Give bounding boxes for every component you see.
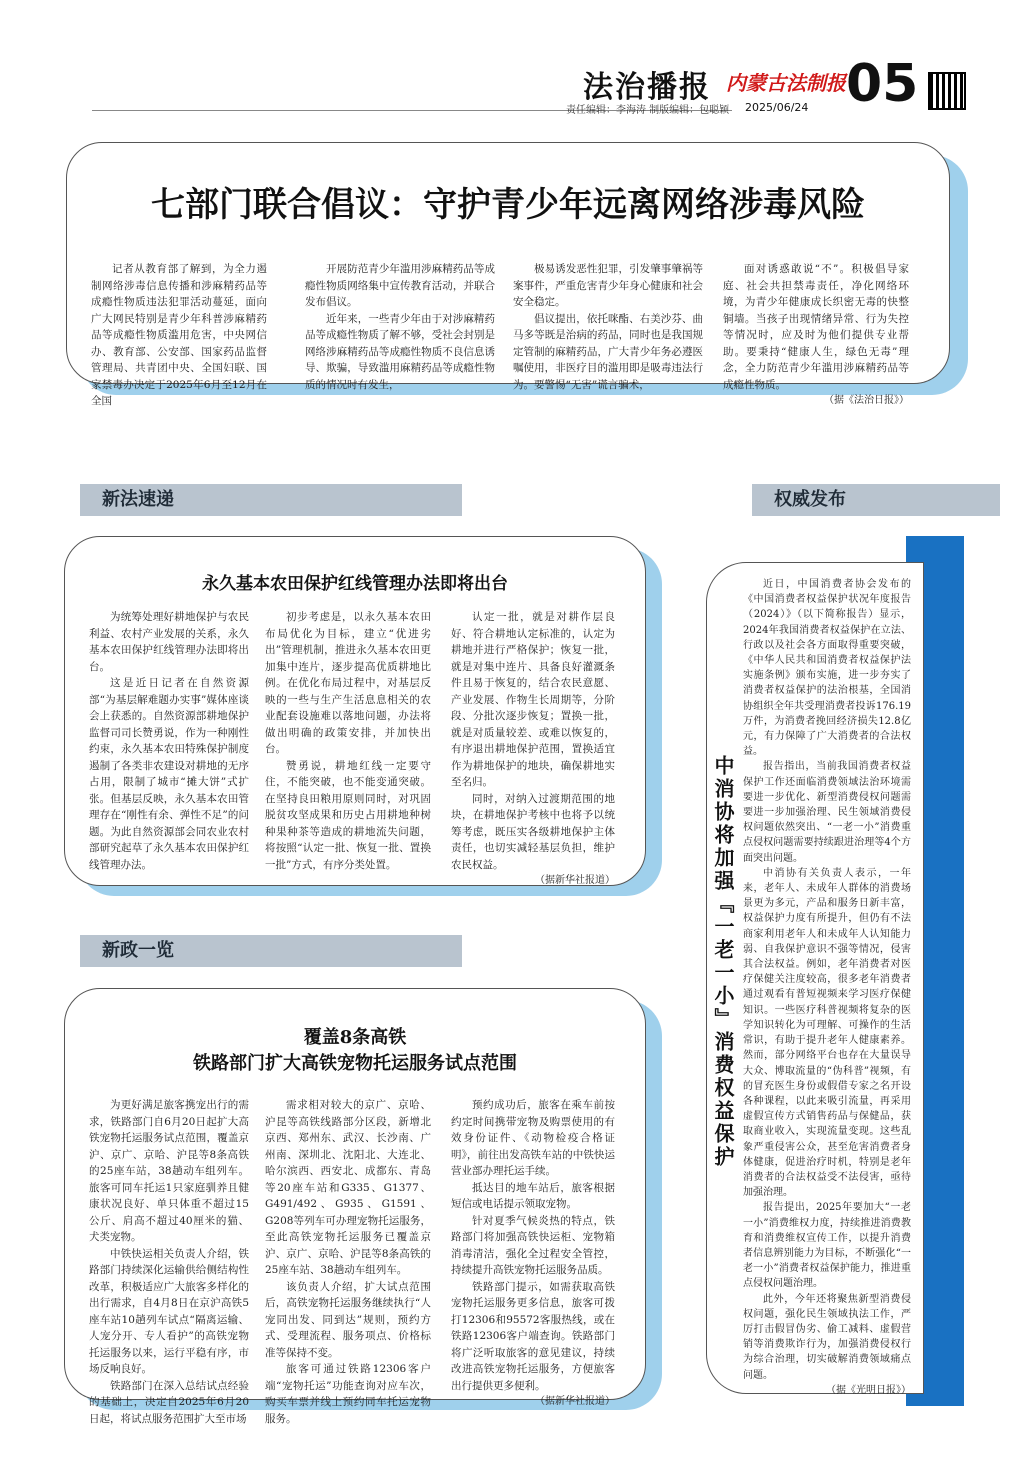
farmland-col-3: 认定一批，就是对耕作层良好、符合耕地认定标准的，认定为耕地并进行严格保护；恢复一批，就是对集中连片、具备良好灌溉条件且易于恢复的，结合农民意愿、产业发展、作物生长周期等，分阶段、分批次逐步恢复；置换一批，就是对质量较差、或难以恢复的，有序退出耕地保护范围，置换适宜作为耕地保护的地块，确保耕地实至名归。 同时，对纳入过渡期范围的地块，在耕地保护考核中也将予以统筹考虑，既压实各级耕地保护主体责任，也切实减轻基层负担，维护农民权益。 （据新华社报道） (451, 609, 615, 890)
paragraph: 该负责人介绍，扩大试点范围后，高铁宠物托运服务继续执行“人宠同出发、同到达”规则，预约方式、受理流程、服务项点、价格标准等保持不变。 (265, 1280, 431, 1359)
farmland-col-1: 为统筹处理好耕地保护与农民利益、农村产业发展的关系，永久基本农田保护红线管理办法即将出台。 这是近日记者在自然资源部“为基层解难题办实事”媒体座谈会上获悉的。自然资源部耕地保护监督司司长赞勇说，作为一种刚性约束，永久基本农田特殊保护制度遏制了各类非农建设对耕地的无序占用，限制了城市“摊大饼”式扩张。但基层反映，永久基本农田管理存在“刚性有余、弹性不足”的问题。为此自然资源部会同农业农村部研究起草了永久基本农田保护红线管理办法。 (89, 609, 249, 873)
paragraph: 中消协有关负责人表示，一年来，老年人、未成年人群体的消费场景更为多元，产品和服务日新丰富，权益保护力度有所提升，但仍有不法商家利用老年人和未成年人认知能力弱、自我保护意识不强等情况，侵害其合法权益。例如，老年消费者对医疗保健关注度较高，很多老年消费者通过观看有普短视频来学习医疗保健知识。一些医疗科普视频将复杂的医学知识转化为可理解、可操作的生活常识，有助于提升老年人健康素养。然而，部分网络平台也存在大量误导大众、博取流量的“伪科普”视频，有的冒充医生身份或假借专家之名开设各种课程，以此来吸引流量，再采用虚假宣传方式销售药品与保健品，获取商业收入，实现流量变现。这些乱象严重侵害公众，甚至危害消费者身体健康，促进治疗时机，特别是老年消费者的合法权益受不法侵害，亟待加强治理。 (743, 867, 911, 1199)
rail-col-3: 预约成功后，旅客在乘车前按约定时间携带宠物及购票使用的有效身份证件、《动物检疫合格证明》，前往出发高铁车站的中铁快运营业部办理托运手续。 抵达目的地车站后，旅客根据短信或电话提示领取宠物。 针对夏季气候炎热的特点，铁路部门将加强高铁快运柜、宠物箱消毒清洁，强化全过程安全管控，持续提升高铁宠物托运服务品质。 铁路部门提示，如需获取高铁宠物托运服务更多信息，旅客可拨打12306和95572客服热线，或在铁路12306客户端查询。铁路部门将广泛听取旅客的意见建议，持续改进高铁宠物托运服务，方便旅客出行提供更多便利。 （据新华社报道） (451, 1097, 615, 1411)
page-number: 05 (846, 54, 919, 114)
paragraph: 此外，今年还将聚焦新型消费侵权问题，强化民生领域执法工作，严厉打击假冒伪劣、偷工减料、虚假营销等消费欺诈行为，加强消费侵权行为综合治理，切实破解消费领域痛点问题。 (743, 1293, 911, 1381)
paragraph: 针对夏季气候炎热的特点，铁路部门将加强高铁快运柜、宠物箱消毒清洁，强化全过程安全管控，持续提升高铁宠物托运服务品质。 (451, 1214, 615, 1276)
paragraph: 中铁快运相关负责人介绍，铁路部门持续深化运输供给侧结构性改革，积极适应广大旅客多样化的出行需求，自4月8日在京沪高铁5座车站10趟列车试点“隔离运输、人宠分开、专人看护”的高铁宠物托运服务以来，运行平稳有序，市场反响良好。 (89, 1247, 249, 1375)
lead-col-3: 极易诱发恶性犯罪，引发肇事肇祸等案事件，严重危害青少年身心健康和社会安全稳定。 倡议提出，依托咪酯、右美沙芬、曲马多等既是治病的药品，同时也是我国规定管制的麻精药品，广大青少年务必遵医嘱使用，非医疗目的滥用即是吸毒违法行为。要警惕“无害”谎言骗术， (513, 261, 703, 393)
lead-headline: 七部门联合倡议：守护青少年远离网络涉毒风险 (151, 185, 865, 225)
lead-source: （据《法治日报》） (824, 395, 909, 406)
paragraph: 抵达目的地车站后，旅客根据短信或电话提示领取宠物。 (451, 1181, 615, 1210)
paragraph: 铁路部门提示，如需获取高铁宠物托运服务更多信息，旅客可拨打12306和95572客服热线，或在铁路12306客户端查询。铁路部门将广泛听取旅客的意见建议，持续改进高铁宠物托运服务，方便旅客出行提供更多便利。 (451, 1280, 615, 1392)
section-label-new-policy: 新政一览 (66, 935, 462, 967)
rail-headline-1: 覆盖8条高铁 (303, 1027, 407, 1048)
farmland-source: （据新华社报道） (535, 875, 615, 886)
rail-col-2: 需求相对较大的京广、京哈、沪昆等高铁线路部分区段，新增北京西、郑州东、武汉、长沙南、广州南、深圳北、沈阳北、大连北、哈尔滨西、西安北、成都东、青岛等20座车站和G335、G1377、G491/492、G935、G1591、G208等列车可办理宠物托运服务，至此高铁宠物托运服务已覆盖京沪、京广、京哈、沪昆等8条高铁的25座车站、38趟动车组列车。 该负责人介绍，扩大试点范围后，高铁宠物托运服务继续执行“人宠同出发、同到达”规则，预约方式、受理流程、服务项点、价格标准等保持不变。 旅客可通过铁路12306客户端“宠物托运”功能查询对应车次，购买车票并线上预约同车托运宠物服务。 (265, 1097, 431, 1427)
section-label-authority: 权威发布 (738, 484, 1000, 516)
lead-col-4: 面对诱惑敢说“不”。积极倡导家庭、社会共担禁毒责任，净化网络环境，为青少年健康成长织密无毒的快整铜墙。当孩子出现情绪异常、行为失控等情况时，应及时为他们提供专业帮助。要秉持“健康人生，绿色无毒”理念，全力防范青少年滥用涉麻精药品等成瘾性物质。 （据《法治日报》） (723, 261, 909, 410)
rail-headline-2: 铁路部门扩大高铁宠物托运服务试点范围 (193, 1053, 517, 1074)
rail-source: （据新华社报道） (535, 1396, 615, 1407)
paragraph: 这是近日记者在自然资源部“为基层解难题办实事”媒体座谈会上获悉的。自然资源部耕地保护监督司司长赞勇说，作为一种刚性约束，永久基本农田特殊保护制度遏制了各类非农建设对耕地的无序占用，限制了城市“摊大饼”式扩张。但基层反映，永久基本农田管理存在“刚性有余、弹性不足”的问题。为此自然资源部会同农业农村部研究起草了永久基本农田保护红线管理办法。 (89, 677, 249, 871)
paragraph: 同时，对纳入过渡期范围的地块，在耕地保护考核中也将予以统筹考虑，既压实各级耕地保护主体责任，也切实减轻基层负担，维护农民权益。 (451, 792, 615, 871)
consumer-source: （据《光明日报》） (826, 1384, 911, 1396)
lead-col-1: 记者从教育部了解到，为全力遏制网络涉毒信息传播和涉麻精药品等成瘾性物质违法犯罪活动蔓延，面向广大网民特别是青少年科普涉麻精药品等成瘾性物质滥用危害，中央网信办、教育部、公安部、国家药品监督管理局、共青团中央、全国妇联、国家禁毒办决定于2025年6月至12月在全国 (91, 263, 267, 407)
paragraph: 倡议提出，依托咪酯、右美沙芬、曲马多等既是治病的药品，同时也是我国规定管制的麻精药品，广大青少年务必遵医嘱使用，非医疗目的滥用即是吸毒违法行为。要警惕“无害”谎言骗术， (513, 312, 703, 391)
consumer-article-box (706, 562, 924, 1394)
farmland-col-2: 初步考虑是，以永久基本农田布局优化为目标，建立“优进劣出”管理机制，推进永久基本农田更加集中连片，逐步提高优质耕地比例。在优化布局过程中，对基层反映的一些与生产生活息息相关的农业配套设施难以落地问题，办法将做出明确的政策安排，并加快出台。 赞勇说，耕地红线一定要守住，不能突破，也不能变通突破。在坚持良田粮用原则同时，对巩固脱贫攻坚成果和历史占用耕地种树种果种茶等造成的耕地流失问题，将按照“认定一批、恢复一批、置换一批”方式，有序分类处置。 (265, 609, 431, 873)
paragraph: 赞勇说，耕地红线一定要守住，不能突破，也不能变通突破。在坚持良田粮用原则同时，对巩固脱贫攻坚成果和历史占用耕地种树种果种茶等造成的耕地流失问题，将按照“认定一批、恢复一批、置换一批”方式，有序分类处置。 (265, 759, 431, 871)
newspaper-logo: 内蒙古法制报 (726, 71, 846, 95)
paragraph: 近年来，一些青少年由于对涉麻精药品等成瘾性物质了解不够，受社会封别是网络涉麻精药品等成瘾性物质不良信息诱导、欺骗，导致滥用麻精药品等成瘾性物质的情况时有发生， (305, 312, 495, 391)
rail-col-1: 为更好满足旅客携宠出行的需求，铁路部门自6月20日起扩大高铁宠物托运服务试点范围，覆盖京沪、京广、京哈、沪昆等8条高铁的25座车站，38趟动车组列车。旅客可同车托运1只家庭驯养且健康状况良好、单只体重不超过15公斤、肩高不超过40厘米的猫、犬类宠物。 中铁快运相关负责人介绍，铁路部门持续深化运输供给侧结构性改革，积极适应广大旅客多样化的出行需求，自4月8日在京沪高铁5座车站10趟列车试点“隔离运输、人宠分开、专人看护”的高铁宠物托运服务以来，运行平稳有序，市场反响良好。 铁路部门在深入总结试点经验的基础上，决定自2025年6月20日起，将试点服务范围扩大至市场 (89, 1097, 249, 1427)
editors-credit: 责任编辑：李海涛 制版编辑：包聪颖 (566, 105, 730, 116)
lead-col-2: 开展防范青少年滥用涉麻精药品等成瘾性物质网络集中宣传教育活动，并联合发布倡议。 近年来，一些青少年由于对涉麻精药品等成瘾性物质了解不够，受社会封别是网络涉麻精药品等成瘾性物质不良信息诱导、欺骗，导致滥用麻精药品等成瘾性物质的情况时有发生， (305, 261, 495, 393)
section-title: 法治播报 (583, 70, 711, 105)
section-label-new-law: 新法速递 (66, 484, 462, 516)
consumer-vertical-headline: 中消协将加强『一老一小』消费权益保护 (711, 755, 735, 1169)
lead-article-box (66, 142, 950, 407)
paragraph: 报告指出，当前我国消费者权益保护工作还面临消费领域法治环境需要进一步优化、新型消费侵权问题需要进一步加强治理、民生领域消费侵权问题依然突出、“一老一小”消费重点侵权问题需要持续跟进治理等4个方面突出问题。 (743, 761, 911, 864)
farmland-headline: 永久基本农田保护红线管理办法即将出台 (202, 574, 508, 594)
rail-article-box (64, 988, 646, 1425)
consumer-body: 近日，中国消费者协会发布的《中国消费者权益保护状况年度报告（2024）》（以下简称报告）显示，2024年我国消费者权益保护在立法、行政以及社会各方面取得重要突破，《中华人民共和国消费者权益保护法实施条例》颁布实施，进一步夯实了消费者权益保护的法治根基，全国消协组织全年共受理消费者投诉176.19万件，为消费者挽回经济损失12.8亿元，有力保障了广大消费者的合法权益。 报告指出，当前我国消费者权益保护工作还面临消费领域法治环境需要进一步优化、新型消费侵权问题需要进一步加强治理、民生领域消费侵权问题依然突出、“一老一小”消费重点侵权问题需要持续跟进治理等4个方面突出问题。 中消协有关负责人表示，一年来，老年人、未成年人群体的消费场景更为多元，产品和服务日新丰富，权益保护力度有所提升，但仍有不法商家利用老年人和未成年人认知能力弱、自我保护意识不强等情况，侵害其合法权益。例如，老年消费者对医疗保健关注度较高，很多老年消费者通过观看有普短视频来学习医疗保健知识。一些医疗科普视频将复杂的医学知识转化为可理解、可操作的生活常识，有助于提升老年人健康素养。然而，部分网络平台也存在大量误导大众、博取流量的“伪科普”视频，有的冒充医生身份或假借专家之名开设各种课程，以此来吸引流量，再采用虚假宣传方式销售药品与保健品，获取商业收入，实现流量变现。这些乱象严重侵害公众，甚至危害消费者身体健康，促进治疗时机，特别是老年消费者的合法权益受不法侵害，亟待加强治理。 报告提出，2025年要加大“一老一小”消费维权力度，持续推进消费教育和消费维权宣传工作，以提升消费者信息辨别能力为目标，不断强化“一老一小”消费者权益保护能力，推进重点侵权问题治理。 此外，今年还将聚焦新型消费侵权问题，强化民生领域执法工作，严厉打击假冒伪劣、偷工减料、虚假营销等消费欺诈行为，加强消费侵权行为综合治理，切实破解消费领域痛点问题。 （据《光明日报》） (743, 577, 911, 1398)
paragraph: 旅客可通过铁路12306客户端“宠物托运”功能查询对应车次，购买车票并线上预约同车托运宠物服务。 (265, 1363, 431, 1425)
paragraph: 报告提出，2025年要加大“一老一小”消费维权力度，持续推进消费教育和消费维权宣传工作，以提升消费者信息辨别能力为目标，不断强化“一老一小”消费者权益保护能力，推进重点侵权问题治理。 (743, 1202, 911, 1290)
qr-code-icon (928, 72, 966, 110)
issue-date: 2025/06/24 (745, 101, 809, 114)
paragraph: 铁路部门在深入总结试点经验的基础上，决定自2025年6月20日起，将试点服务范围扩大至市场 (89, 1379, 249, 1425)
farmland-article-box (64, 536, 646, 886)
